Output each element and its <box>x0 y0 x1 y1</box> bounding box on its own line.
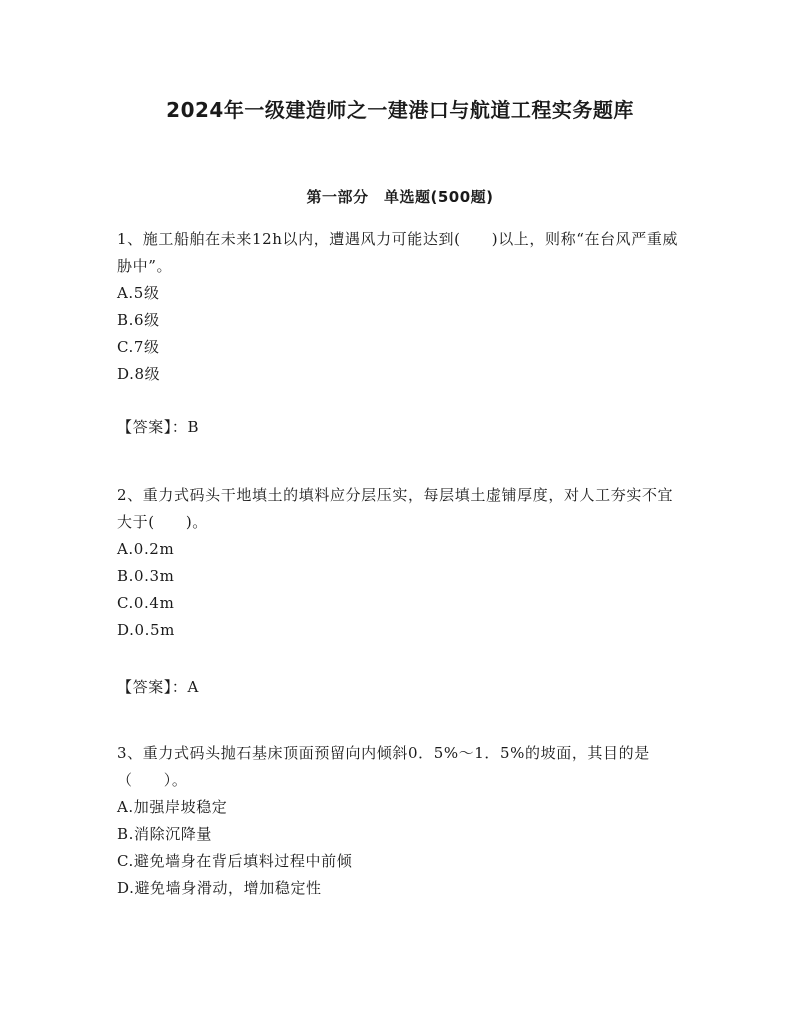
question-1-option-a: A.5级 <box>117 284 160 302</box>
question-3-option-d: D.避免墙身滑动，增加稳定性 <box>117 879 322 897</box>
question-1-option-b: B.6级 <box>117 311 160 329</box>
question-2-option-d: D.0.5m <box>117 621 175 639</box>
question-3-option-b: B.消除沉降量 <box>117 825 212 843</box>
page-title: 2024年一级建造师之一建港口与航道工程实务题库 <box>166 98 634 122</box>
question-1-answer: 【答案】：B <box>117 418 200 436</box>
question-1-text: 1、施工船舶在未来12h以内，遭遇风力可能达到( )以上，则称“在台风严重威胁中”。 <box>117 230 679 275</box>
question-1 <box>117 226 687 388</box>
question-2-option-b: B.0.3m <box>117 567 175 585</box>
question-3-option-a: A.加强岸坡稳定 <box>117 798 228 816</box>
question-1-option-c: C.7级 <box>117 338 160 356</box>
question-2-option-c: C.0.4m <box>117 594 175 612</box>
question-2 <box>117 482 687 644</box>
section-heading: 第一部分 单选题(500题) <box>306 188 494 206</box>
question-3 <box>117 740 687 902</box>
question-2-answer: 【答案】：A <box>117 678 199 696</box>
question-3-text: 3、重力式码头抛石基床顶面预留向内倾斜0．5%～1．5%的坡面，其目的是（ ）。 <box>117 744 650 789</box>
question-2-option-a: A.0.2m <box>117 540 175 558</box>
question-1-option-d: D.8级 <box>117 365 161 383</box>
question-2-text: 2、重力式码头干地填土的填料应分层压实，每层填土虚铺厚度，对人工夯实不宜大于( )。 <box>117 486 674 531</box>
question-3-option-c: C.避免墙身在背后填料过程中前倾 <box>117 852 353 870</box>
